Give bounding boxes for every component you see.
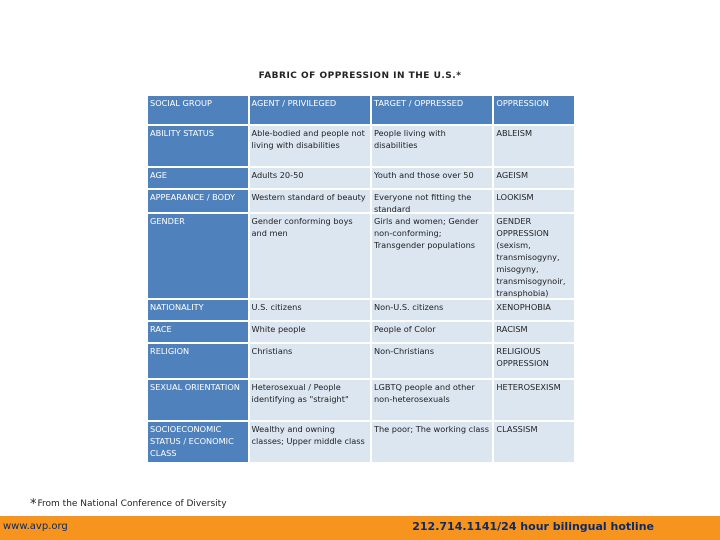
- cell-target: People living with disabilities: [372, 126, 492, 166]
- footnote-text: From the National Conference of Diversity: [37, 499, 227, 509]
- header-agent: AGENT / PRIVILEGED: [250, 96, 370, 124]
- table-row: [148, 126, 574, 166]
- table-header-row: [148, 96, 574, 124]
- cell-agent: Able-bodied and people not living with disabilities: [250, 126, 370, 166]
- header-target: TARGET / OPPRESSED: [372, 96, 492, 124]
- table-row: [148, 380, 574, 420]
- cell-social-group: RACE: [148, 322, 248, 342]
- cell-agent: Heterosexual / People identifying as "straight": [250, 380, 370, 420]
- cell-social-group: AGE: [148, 168, 248, 188]
- cell-oppression: AGEISM: [494, 168, 574, 188]
- cell-target: Everyone not fitting the standard: [372, 190, 492, 212]
- cell-oppression: CLASSISM: [494, 422, 574, 462]
- website-link[interactable]: www.avp.org: [3, 521, 68, 532]
- cell-oppression: XENOPHOBIA: [494, 300, 574, 320]
- cell-social-group: ABILITY STATUS: [148, 126, 248, 166]
- cell-social-group: GENDER: [148, 214, 248, 298]
- cell-agent: Wealthy and owning classes; Upper middle class: [250, 422, 370, 462]
- cell-oppression: HETEROSEXISM: [494, 380, 574, 420]
- cell-target: Non-U.S. citizens: [372, 300, 492, 320]
- footnote-asterisk: *: [30, 497, 37, 512]
- cell-social-group: SEXUAL ORIENTATION: [148, 380, 248, 420]
- hotline-text: 212.714.1141/24 hour bilingual hotline: [412, 520, 654, 533]
- cell-oppression: ABLEISM: [494, 126, 574, 166]
- table-row: [148, 300, 574, 320]
- footer-bar: [0, 516, 720, 540]
- page-title: FABRIC OF OPPRESSION IN THE U.S.*: [258, 71, 462, 81]
- cell-target: LGBTQ people and other non-heterosexuals: [372, 380, 492, 420]
- cell-target: Girls and women; Gender non-conforming; Transgender populations: [372, 214, 492, 298]
- cell-target: Youth and those over 50: [372, 168, 492, 188]
- header-oppression: OPPRESSION: [494, 96, 574, 124]
- cell-agent: Gender conforming boys and men: [250, 214, 370, 298]
- oppression-table: [148, 96, 574, 464]
- cell-oppression: LOOKISM: [494, 190, 574, 212]
- cell-social-group: RELIGION: [148, 344, 248, 378]
- cell-social-group: NATIONALITY: [148, 300, 248, 320]
- table-row: [148, 344, 574, 378]
- cell-agent: Western standard of beauty: [250, 190, 370, 212]
- table-row: [148, 214, 574, 298]
- table-row: [148, 168, 574, 188]
- table-row: [148, 190, 574, 212]
- header-social-group: SOCIAL GROUP: [148, 96, 248, 124]
- cell-target: People of Color: [372, 322, 492, 342]
- cell-target: The poor; The working class: [372, 422, 492, 462]
- cell-agent: Christians: [250, 344, 370, 378]
- footnote: [30, 495, 227, 510]
- table-row: [148, 322, 574, 342]
- cell-agent: Adults 20-50: [250, 168, 370, 188]
- cell-agent: White people: [250, 322, 370, 342]
- cell-social-group: SOCIOECONOMIC STATUS / ECONOMIC CLASS: [148, 422, 248, 462]
- cell-target: Non-Christians: [372, 344, 492, 378]
- cell-social-group: APPEARANCE / BODY: [148, 190, 248, 212]
- cell-oppression: RELIGIOUS OPPRESSION: [494, 344, 574, 378]
- cell-agent: U.S. citizens: [250, 300, 370, 320]
- cell-oppression: GENDER OPPRESSION (sexism, transmisogyny, misogyny, transmisogynoir, transphobia): [494, 214, 574, 298]
- cell-oppression: RACISM: [494, 322, 574, 342]
- table-row: [148, 422, 574, 462]
